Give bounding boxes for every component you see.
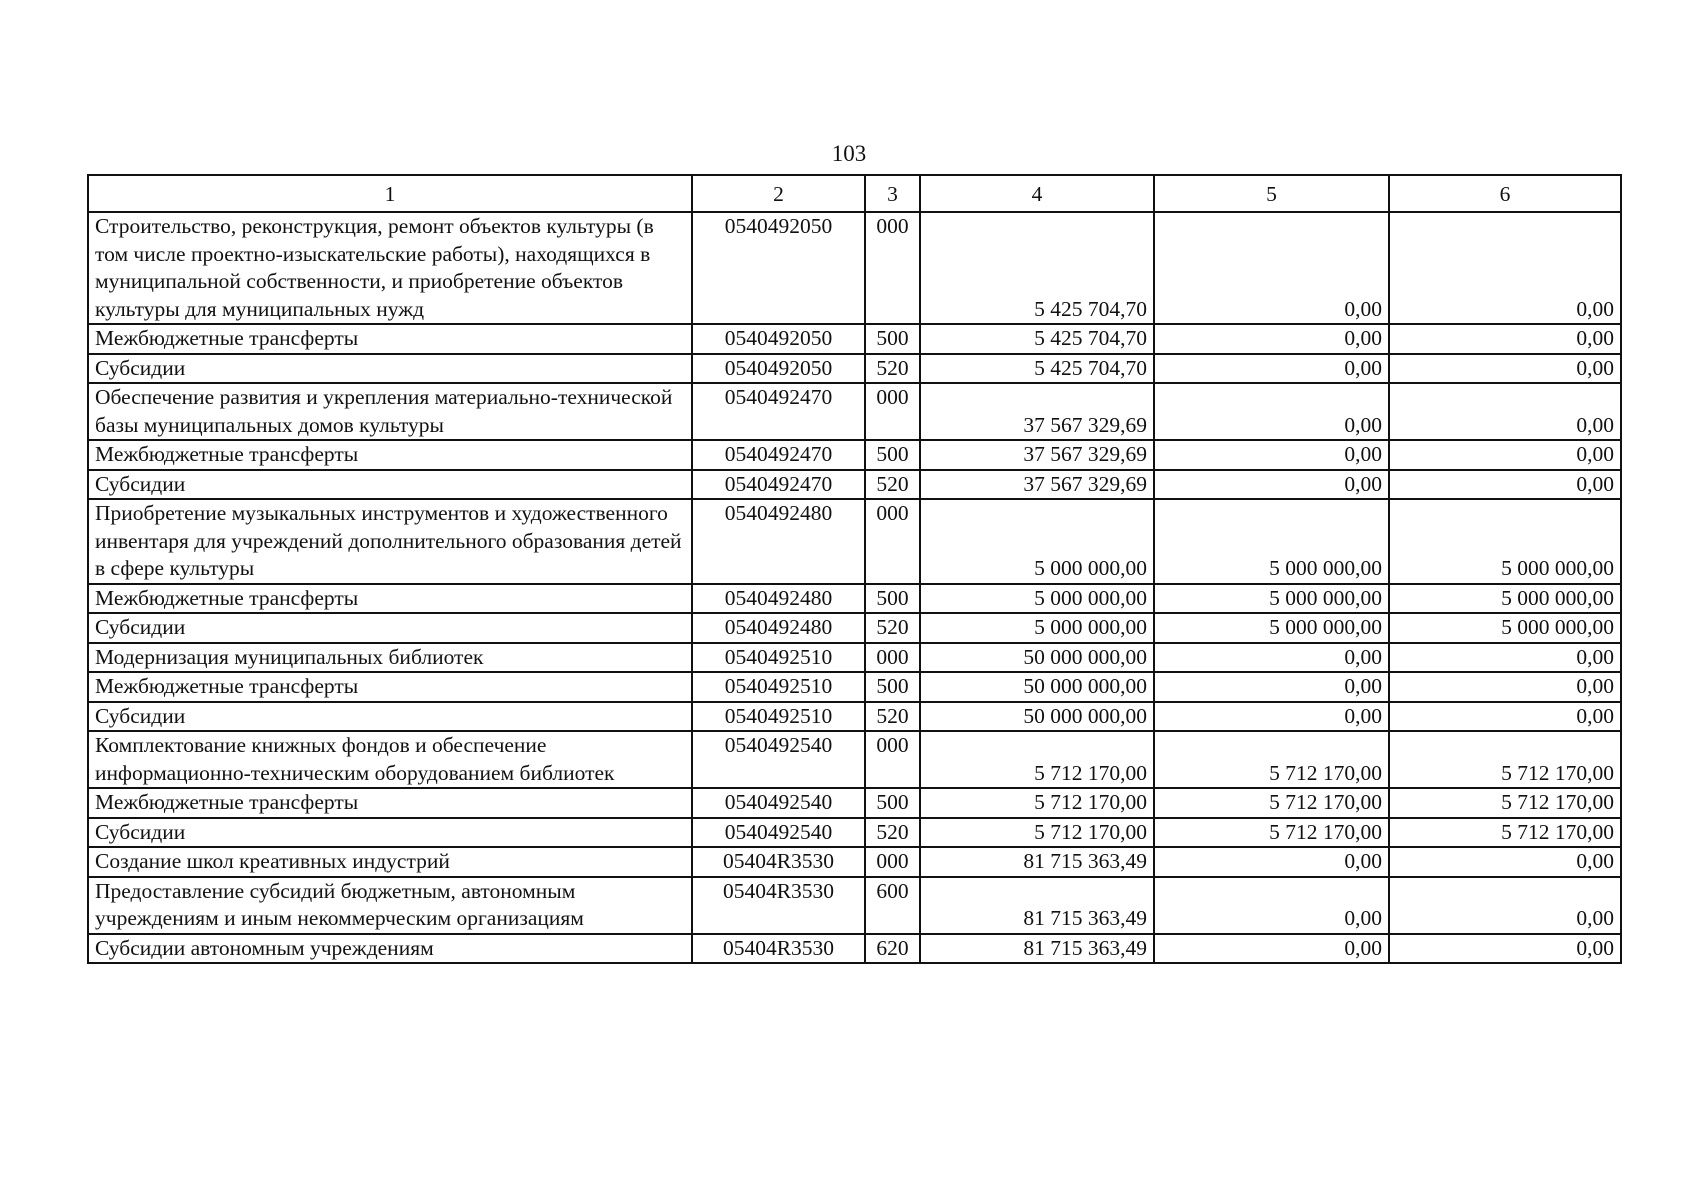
- target-code-cell: 0540492510: [692, 643, 865, 673]
- column-header: 4: [920, 175, 1154, 212]
- amount-col5-cell: 5 000 000,00: [1154, 499, 1389, 584]
- row-name-cell: Субсидии: [88, 470, 692, 500]
- table-row: [88, 818, 1621, 848]
- target-code-cell: 0540492470: [692, 470, 865, 500]
- amount-col5-cell: 0,00: [1154, 212, 1389, 324]
- expense-type-cell: 500: [865, 788, 920, 818]
- target-code-cell: 0540492540: [692, 818, 865, 848]
- amount-col6-cell: 5 712 170,00: [1389, 731, 1621, 788]
- row-name-cell: Создание школ креативных индустрий: [88, 847, 692, 877]
- amount-col6-cell: 0,00: [1389, 470, 1621, 500]
- target-code-cell: 0540492050: [692, 212, 865, 324]
- amount-col5-cell: 5 712 170,00: [1154, 731, 1389, 788]
- expense-type-cell: 500: [865, 672, 920, 702]
- amount-col4-cell: 37 567 329,69: [920, 383, 1154, 440]
- amount-col6-cell: 0,00: [1389, 643, 1621, 673]
- expense-type-cell: 500: [865, 440, 920, 470]
- target-code-cell: 0540492480: [692, 584, 865, 614]
- amount-col4-cell: 81 715 363,49: [920, 877, 1154, 934]
- row-name-cell: Межбюджетные трансферты: [88, 788, 692, 818]
- header-row: [88, 175, 1621, 212]
- amount-col5-cell: 0,00: [1154, 934, 1389, 964]
- table-row: [88, 440, 1621, 470]
- row-name-cell: Комплектование книжных фондов и обеспечение информационно-техническим оборудованием библиотек: [88, 731, 692, 788]
- amount-col6-cell: 0,00: [1389, 324, 1621, 354]
- amount-col4-cell: 5 425 704,70: [920, 212, 1154, 324]
- amount-col4-cell: 81 715 363,49: [920, 934, 1154, 964]
- table-row: [88, 847, 1621, 877]
- amount-col6-cell: 5 712 170,00: [1389, 818, 1621, 848]
- amount-col6-cell: 0,00: [1389, 672, 1621, 702]
- amount-col6-cell: 0,00: [1389, 934, 1621, 964]
- expense-type-cell: 500: [865, 324, 920, 354]
- amount-col5-cell: 5 000 000,00: [1154, 613, 1389, 643]
- amount-col5-cell: 0,00: [1154, 470, 1389, 500]
- table-row: [88, 383, 1621, 440]
- amount-col5-cell: 5 712 170,00: [1154, 788, 1389, 818]
- amount-col5-cell: 0,00: [1154, 324, 1389, 354]
- amount-col5-cell: 0,00: [1154, 440, 1389, 470]
- amount-col6-cell: 5 000 000,00: [1389, 613, 1621, 643]
- expense-type-cell: 520: [865, 702, 920, 732]
- amount-col4-cell: 50 000 000,00: [920, 672, 1154, 702]
- target-code-cell: 0540492470: [692, 440, 865, 470]
- table-row: [88, 643, 1621, 673]
- amount-col4-cell: 37 567 329,69: [920, 440, 1154, 470]
- table-row: [88, 584, 1621, 614]
- column-header: 2: [692, 175, 865, 212]
- amount-col4-cell: 50 000 000,00: [920, 643, 1154, 673]
- amount-col6-cell: 0,00: [1389, 354, 1621, 384]
- amount-col4-cell: 5 000 000,00: [920, 584, 1154, 614]
- amount-col4-cell: 37 567 329,69: [920, 470, 1154, 500]
- amount-col4-cell: 50 000 000,00: [920, 702, 1154, 732]
- row-name-cell: Межбюджетные трансферты: [88, 440, 692, 470]
- target-code-cell: 05404R3530: [692, 877, 865, 934]
- table-row: [88, 788, 1621, 818]
- column-header: 6: [1389, 175, 1621, 212]
- amount-col6-cell: 0,00: [1389, 383, 1621, 440]
- amount-col5-cell: 0,00: [1154, 354, 1389, 384]
- amount-col4-cell: 81 715 363,49: [920, 847, 1154, 877]
- amount-col5-cell: 0,00: [1154, 847, 1389, 877]
- amount-col6-cell: 0,00: [1389, 877, 1621, 934]
- amount-col4-cell: 5 000 000,00: [920, 499, 1154, 584]
- amount-col4-cell: 5 712 170,00: [920, 731, 1154, 788]
- amount-col6-cell: 5 712 170,00: [1389, 788, 1621, 818]
- amount-col5-cell: 0,00: [1154, 877, 1389, 934]
- target-code-cell: 0540492540: [692, 788, 865, 818]
- table-row: [88, 877, 1621, 934]
- target-code-cell: 0540492480: [692, 613, 865, 643]
- amount-col4-cell: 5 000 000,00: [920, 613, 1154, 643]
- target-code-cell: 05404R3530: [692, 847, 865, 877]
- target-code-cell: 0540492470: [692, 383, 865, 440]
- table-row: [88, 470, 1621, 500]
- column-header: 5: [1154, 175, 1389, 212]
- amount-col5-cell: 5 000 000,00: [1154, 584, 1389, 614]
- row-name-cell: Приобретение музыкальных инструментов и художественного инвентаря для учреждений дополнительного образования детей в сфере культуры: [88, 499, 692, 584]
- table-row: [88, 499, 1621, 584]
- row-name-cell: Предоставление субсидий бюджетным, автономным учреждениям и иным некоммерческим организациям: [88, 877, 692, 934]
- expense-type-cell: 000: [865, 643, 920, 673]
- row-name-cell: Субсидии: [88, 818, 692, 848]
- expense-type-cell: 500: [865, 584, 920, 614]
- table-row: [88, 354, 1621, 384]
- amount-col5-cell: 0,00: [1154, 643, 1389, 673]
- page-number: 103: [831, 141, 867, 166]
- amount-col5-cell: 5 712 170,00: [1154, 818, 1389, 848]
- row-name-cell: Строительство, реконструкция, ремонт объектов культуры (в том числе проектно-изыскательские работы), находящихся в муниципальной собственности, и приобретение объектов культуры для муниципальных нужд: [88, 212, 692, 324]
- row-name-cell: Субсидии: [88, 613, 692, 643]
- target-code-cell: 0540492050: [692, 354, 865, 384]
- amount-col6-cell: 0,00: [1389, 847, 1621, 877]
- target-code-cell: 0540492540: [692, 731, 865, 788]
- row-name-cell: Межбюджетные трансферты: [88, 584, 692, 614]
- row-name-cell: Межбюджетные трансферты: [88, 672, 692, 702]
- amount-col5-cell: 0,00: [1154, 672, 1389, 702]
- row-name-cell: Субсидии: [88, 354, 692, 384]
- amount-col6-cell: 0,00: [1389, 212, 1621, 324]
- table-row: [88, 672, 1621, 702]
- budget-table: [87, 174, 1622, 964]
- table-row: [88, 731, 1621, 788]
- row-name-cell: Субсидии автономным учреждениям: [88, 934, 692, 964]
- row-name-cell: Модернизация муниципальных библиотек: [88, 643, 692, 673]
- target-code-cell: 05404R3530: [692, 934, 865, 964]
- row-name-cell: Субсидии: [88, 702, 692, 732]
- expense-type-cell: 000: [865, 847, 920, 877]
- target-code-cell: 0540492050: [692, 324, 865, 354]
- expense-type-cell: 000: [865, 383, 920, 440]
- amount-col5-cell: 0,00: [1154, 383, 1389, 440]
- expense-type-cell: 520: [865, 613, 920, 643]
- row-name-cell: Межбюджетные трансферты: [88, 324, 692, 354]
- expense-type-cell: 520: [865, 818, 920, 848]
- table-row: [88, 212, 1621, 324]
- table-row: [88, 934, 1621, 964]
- amount-col4-cell: 5 712 170,00: [920, 818, 1154, 848]
- expense-type-cell: 000: [865, 212, 920, 324]
- amount-col6-cell: 0,00: [1389, 702, 1621, 732]
- amount-col4-cell: 5 712 170,00: [920, 788, 1154, 818]
- amount-col4-cell: 5 425 704,70: [920, 324, 1154, 354]
- amount-col6-cell: 5 000 000,00: [1389, 584, 1621, 614]
- expense-type-cell: 600: [865, 877, 920, 934]
- expense-type-cell: 520: [865, 354, 920, 384]
- expense-type-cell: 520: [865, 470, 920, 500]
- amount-col6-cell: 0,00: [1389, 440, 1621, 470]
- column-header: 3: [865, 175, 920, 212]
- column-header: 1: [88, 175, 692, 212]
- amount-col6-cell: 5 000 000,00: [1389, 499, 1621, 584]
- table-row: [88, 613, 1621, 643]
- expense-type-cell: 000: [865, 499, 920, 584]
- target-code-cell: 0540492510: [692, 702, 865, 732]
- amount-col5-cell: 0,00: [1154, 702, 1389, 732]
- table-row: [88, 324, 1621, 354]
- amount-col4-cell: 5 425 704,70: [920, 354, 1154, 384]
- target-code-cell: 0540492480: [692, 499, 865, 584]
- row-name-cell: Обеспечение развития и укрепления материально-технической базы муниципальных домов культуры: [88, 383, 692, 440]
- table-row: [88, 702, 1621, 732]
- expense-type-cell: 620: [865, 934, 920, 964]
- expense-type-cell: 000: [865, 731, 920, 788]
- target-code-cell: 0540492510: [692, 672, 865, 702]
